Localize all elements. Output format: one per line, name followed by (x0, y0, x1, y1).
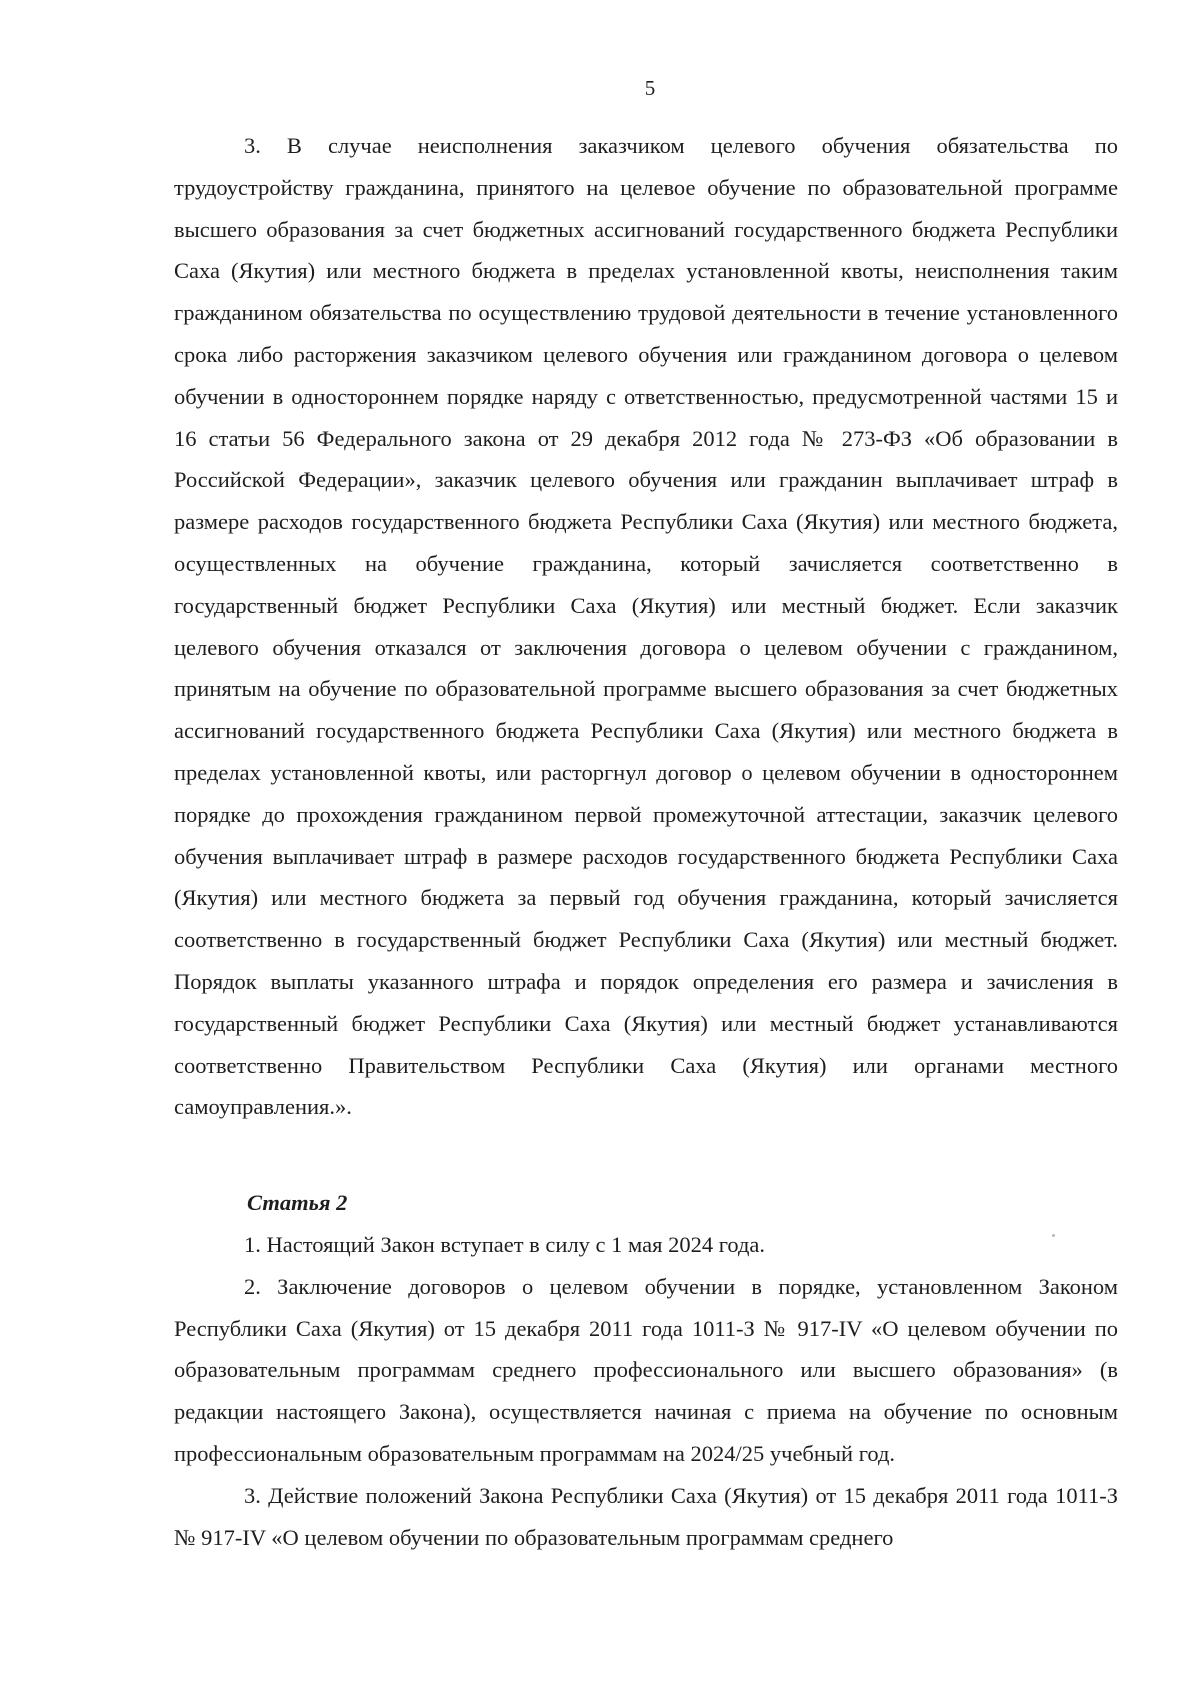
scan-speck (1052, 1234, 1055, 1237)
article-paragraph-2: 2. Заключение договоров о целевом обучении в порядке, установленном Законом Республики Саха (Якутия) от 15 декабря 2011 года 1011-З № 917-IV «О целевом обучении по образовательным программам среднего профессионального или высшего образования» (в редакции настоящего Закона), осуществляется начиная с приема на обучение по основным профессиональным образовательным программам на 2024/25 учебный год. (174, 1273, 1118, 1466)
article-heading: Статья 2 (247, 1190, 348, 1216)
paragraph-penalty-clause: 3. В случае неисполнения заказчиком целевого обучения обязательства по трудоустройству гражданина, принятого на целевое обучение по образовательной программе высшего образования за счет бюджетных ассигнований государственного бюджета Республики Саха (Якутия) или местного бюджета в пределах установленной квоты, неисполнения таким гражданином обязательства по осуществлению трудовой деятельности в течение установленного срока либо расторжения заказчиком целевого обучения или гражданином договора о целевом обучении в одностороннем порядке наряду с ответственностью, предусмотренной частями 15 и 16 статьи 56 Федерального закона от 29 декабря 2012 года № 273-ФЗ «Об образовании в Российской Федерации», заказчик целевого обучения или гражданин выплачивает штраф в размере расходов государственного бюджета Республики Саха (Якутия) или местного бюджета, осуществленных на обучение гражданина, который зачисляется соответственно в государственный бюджет Республики Саха (Якутия) или местный бюджет. Если заказчик целевого обучения отказался от заключения договора о целевом обучении с гражданином, принятым на обучение по образовательной программе высшего образования за счет бюджетных ассигнований государственного бюджета Республики Саха (Якутия) или местного бюджета в пределах установленной квоты, или расторгнул договор о целевом обучении в одностороннем порядке до прохождения гражданином первой промежуточной аттестации, заказчик целевого обучения выплачивает штраф в размере расходов государственного бюджета Республики Саха (Якутия) или местного бюджета за первый год обучения гражданина, который зачисляется соответственно в государственный бюджет Республики Саха (Якутия) или местный бюджет. Порядок выплаты указанного штрафа и порядок определения его размера и зачисления в государственный бюджет Республики Саха (Якутия) или местный бюджет устанавливаются соответственно Правительством Республики Саха (Якутия) или органами местного самоуправления.». (174, 133, 1118, 1120)
page-number: 5 (644, 76, 656, 100)
document-body (174, 125, 1118, 1558)
article-paragraph-1: 1. Настоящий Закон вступает в силу с 1 мая 2024 года. (244, 1231, 766, 1257)
article-paragraph-3: 3. Действие положений Закона Республики Саха (Якутия) от 15 декабря 2011 года 1011-З № 917-IV «О целевом обучении по образовательным программам среднего (174, 1482, 1118, 1550)
